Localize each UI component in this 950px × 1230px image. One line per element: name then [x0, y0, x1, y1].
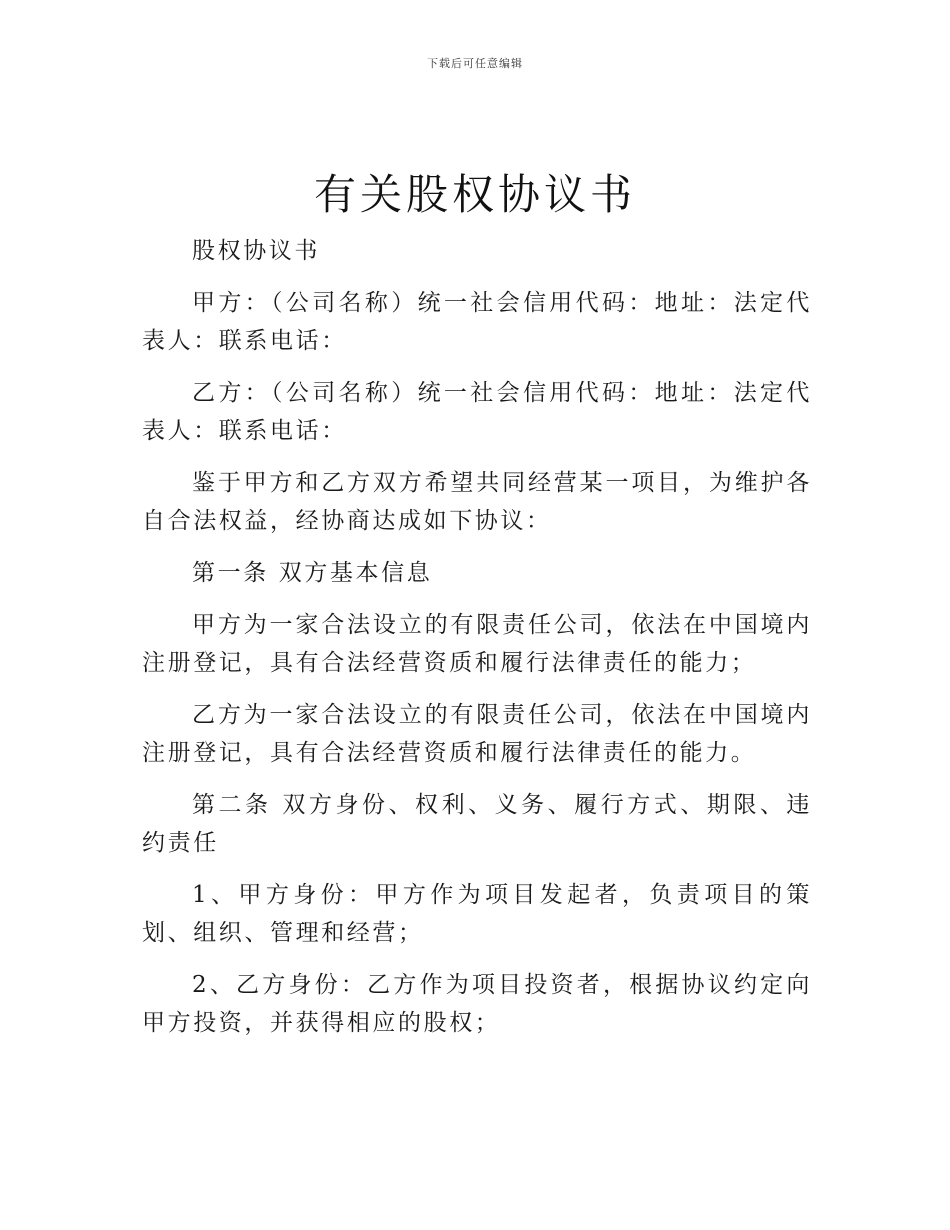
paragraph-article-2-item-2: 2、乙方身份：乙方作为项目投资者，根据协议约定向甲方投资，并获得相应的股权； [142, 972, 812, 1036]
paragraph-party-a: 甲方：（公司名称）统一社会信用代码：地址：法定代表人：联系电话： [142, 290, 812, 354]
paragraph-preamble: 鉴于甲方和乙方双方希望共同经营某一项目，为维护各自合法权益，经协商达成如下协议： [142, 470, 812, 534]
paragraph-article-1-party-b: 乙方为一家合法设立的有限责任公司，依法在中国境内注册登记，具有合法经营资质和履行法律责任的能力。 [142, 702, 812, 766]
paragraph-subtitle: 股权协议书 [192, 238, 320, 264]
paragraph-article-2-heading: 第二条 双方身份、权利、义务、履行方式、期限、违约责任 [142, 792, 812, 856]
page-header-note: 下载后可任意编辑 [427, 57, 523, 70]
document-title: 有关股权协议书 [313, 170, 636, 219]
paragraph-article-1-party-a: 甲方为一家合法设立的有限责任公司，依法在中国境内注册登记，具有合法经营资质和履行法律责任的能力； [142, 612, 812, 676]
paragraph-article-1-heading: 第一条 双方基本信息 [192, 560, 433, 586]
document-body [142, 232, 812, 1056]
paragraph-article-2-item-1: 1、甲方身份：甲方作为项目发起者，负责项目的策划、组织、管理和经营； [142, 882, 812, 946]
paragraph-party-b: 乙方：（公司名称）统一社会信用代码：地址：法定代表人：联系电话： [142, 380, 812, 444]
